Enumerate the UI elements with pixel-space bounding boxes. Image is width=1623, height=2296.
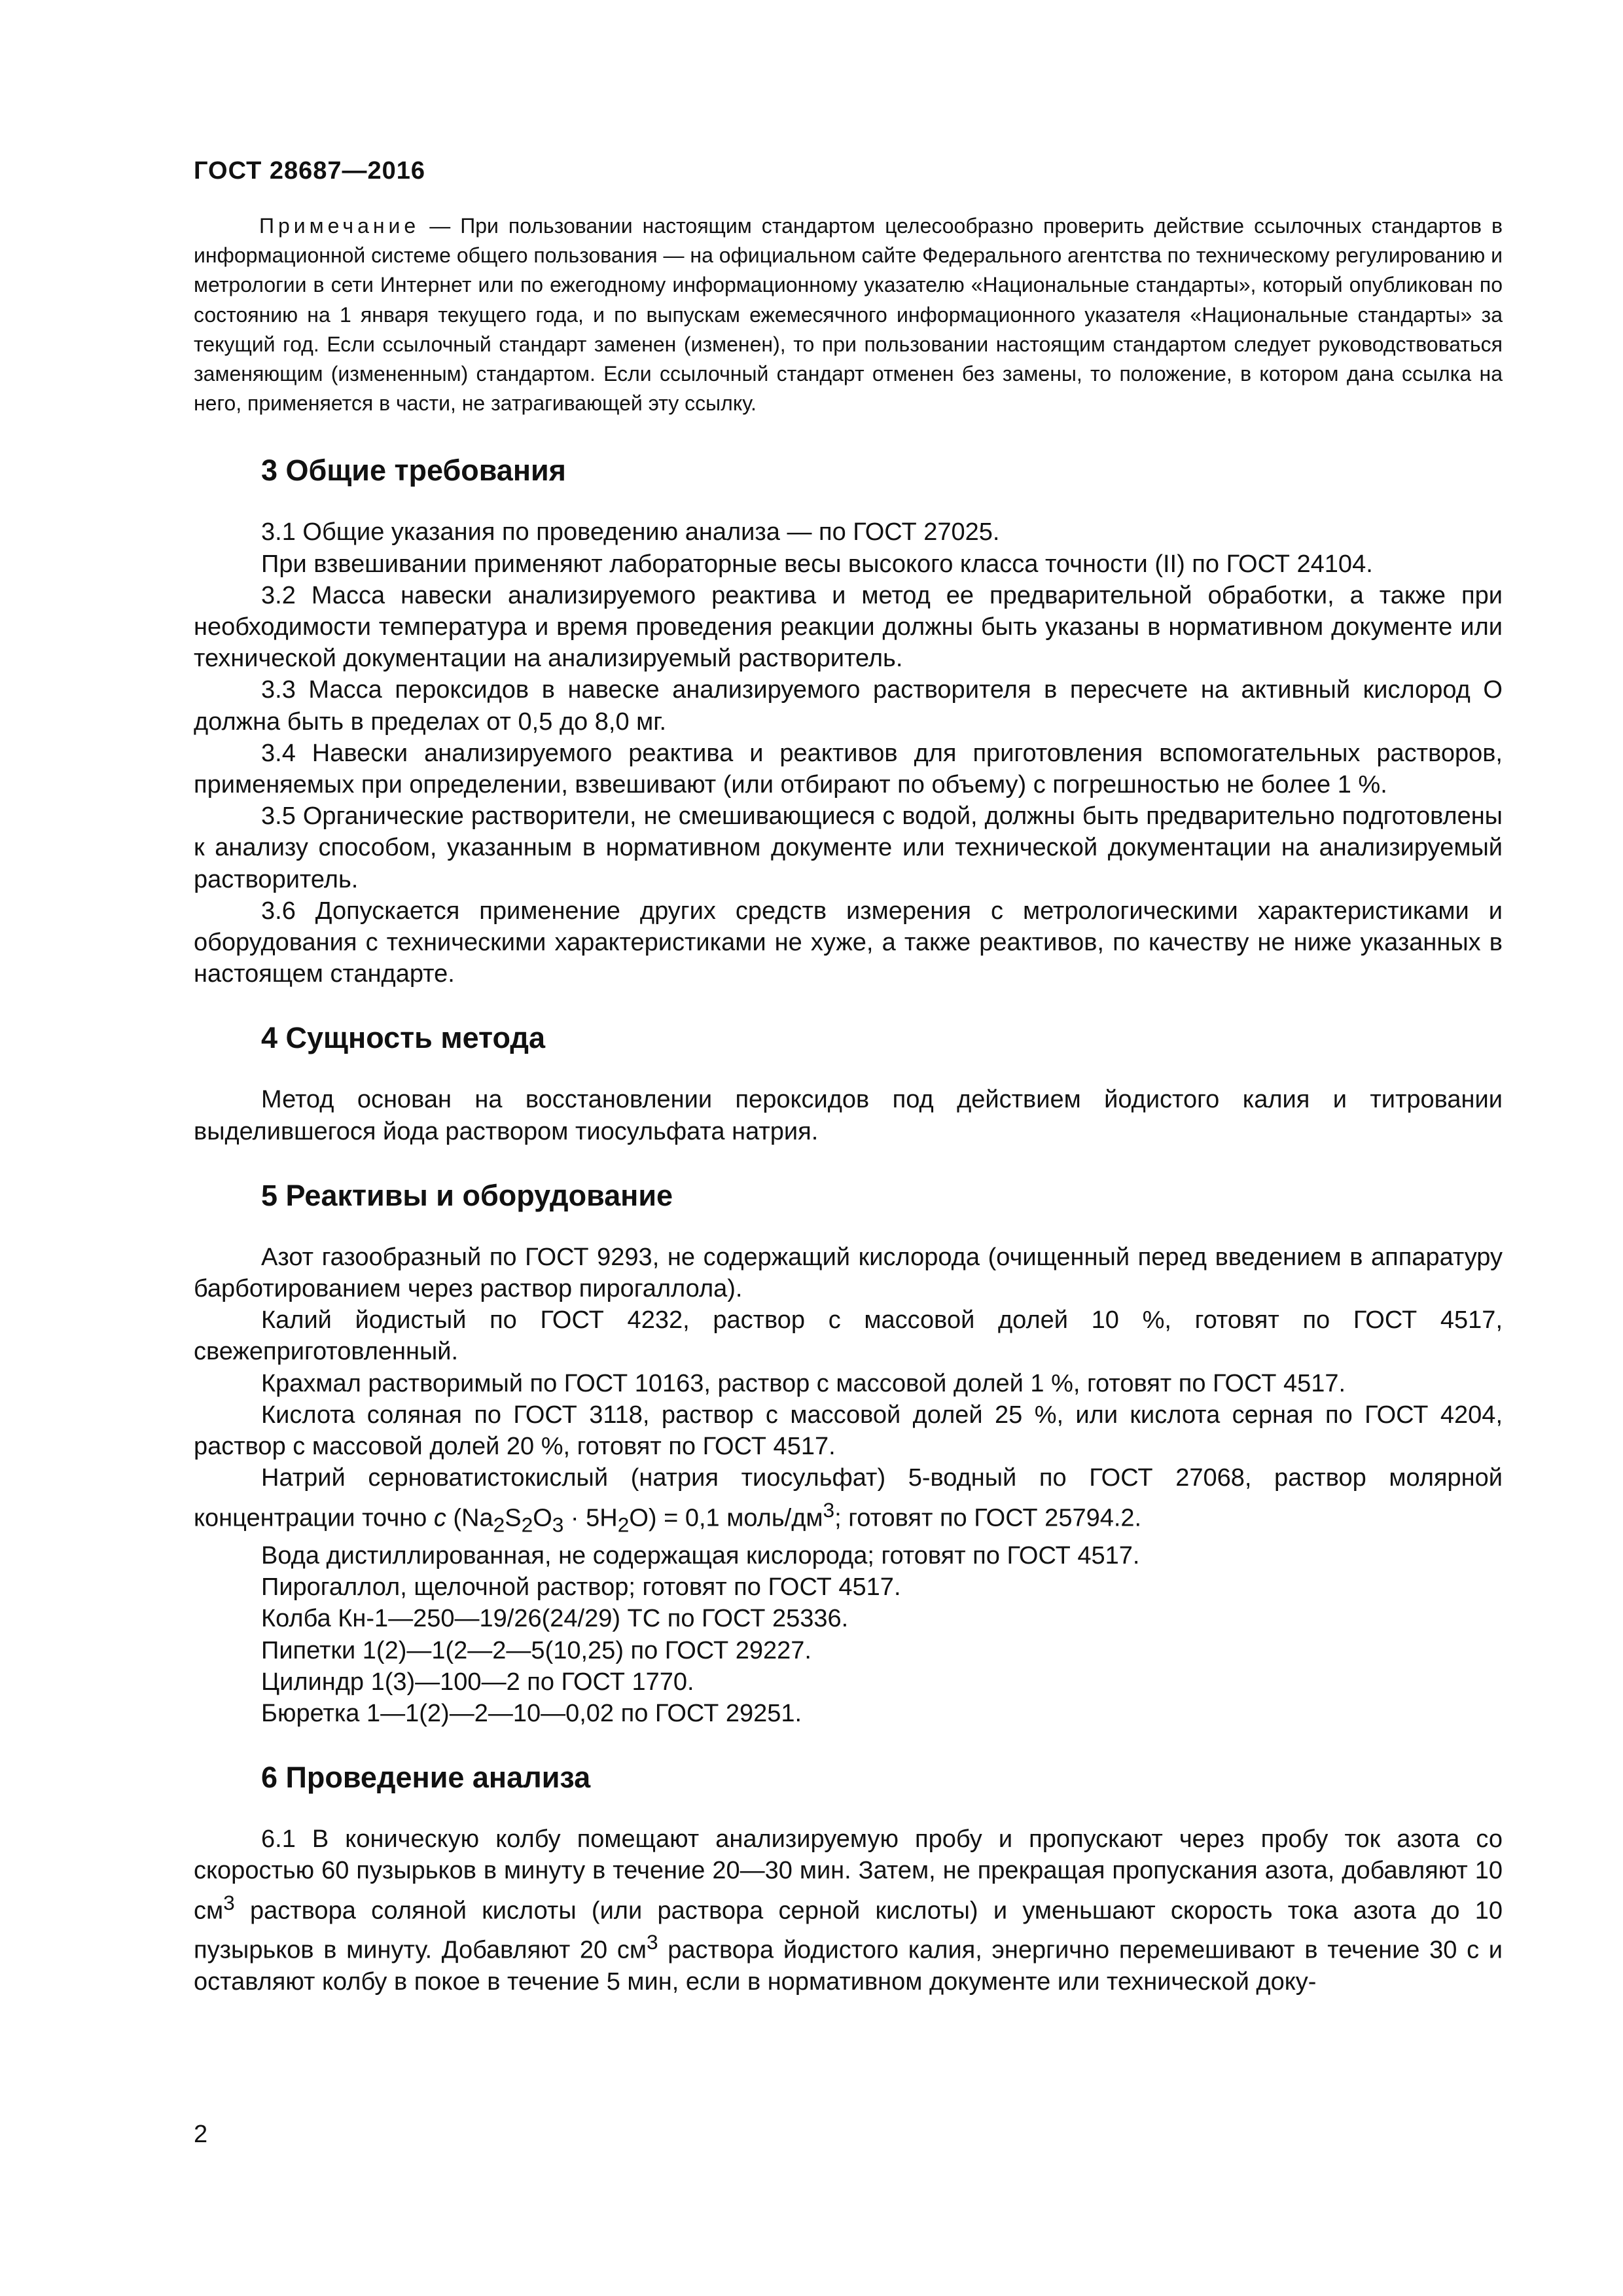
- section-4-title: 4 Сущность метода: [261, 1021, 545, 1055]
- clause-3-1: 3.1 Общие указания по проведению анализа — по ГОСТ 27025.: [261, 518, 1000, 547]
- clause-3-1-scales: При взвешивании применяют лабораторные весы высокого класса точности (II) по ГОСТ 24104.: [261, 550, 1373, 578]
- reagent-starch: Крахмал растворимый по ГОСТ 10163, раствор с массовой долей 1 %, готовят по ГОСТ 4517.: [261, 1369, 1346, 1397]
- clause-3-4: 3.4 Навески анализируемого реактива и реактивов для приготовления вспомогательных растворов, применяемых при определении, взвешивают (или отбирают по объему) с погрешностью не более 1 %.: [194, 739, 1503, 799]
- reagent-distilled-water: Вода дистиллированная, не содержащая кислорода; готовят по ГОСТ 4517.: [261, 1541, 1140, 1570]
- document-code-header: ГОСТ 28687—2016: [194, 157, 426, 185]
- clause-6-1: 6.1 В коническую колбу помещают анализируемую пробу и пропускают через пробу ток азота со скоростью 60 пузырьков в минуту в течение 20—30 мин. Затем, не прекращая пропускания азота, добавляют 10 $см^3$ раствора соляной кислоты (или раствора серной кислоты) и уменьшают скорость тока азота до 10 пузырьков в минуту. Добавляют 20 $см^3$ раствора йодистого калия, энергично перемешивают в течение 30 с и оставляют колбу в покое в течение 5 мин, если в нормативном документе или технической доку-: [194, 1825, 1503, 1996]
- method-principle-paragraph: Метод основан на восстановлении пероксидов под действием йодистого калия и титровании выделившегося йода раствором тиосульфата натрия.: [194, 1086, 1503, 1145]
- equipment-cylinder: Цилиндр 1(3)—100—2 по ГОСТ 1770.: [261, 1668, 694, 1696]
- reference-note: [194, 211, 1503, 418]
- equipment-burette: Бюретка 1—1(2)—2—10—0,02 по ГОСТ 29251.: [261, 1699, 802, 1727]
- section-3-title: 3 Общие требования: [261, 454, 566, 488]
- document-page: [194, 157, 1503, 1998]
- clause-3-2: 3.2 Масса навески анализируемого реактива и метод ее предварительной обработки, а также при необходимости температура и время проведения реакции должны быть указаны в нормативном документе или технической документации на анализируемый растворитель.: [194, 581, 1503, 673]
- section-5-title: 5 Реактивы и оборудование: [261, 1178, 673, 1212]
- reagent-potassium-iodide: Калий йодистый по ГОСТ 4232, раствор с массовой долей 10 %, готовят по ГОСТ 4517, свежеприготовленный.: [194, 1306, 1503, 1366]
- clause-3-6: 3.6 Допускается применение других средств измерения с метрологическими характеристиками и оборудования с техническими характеристиками не хуже, а также реактивов, по качеству не ниже указанных в настоящем стандарте.: [194, 897, 1503, 988]
- equipment-pipettes: Пипетки 1(2)—1(2—2—5(10,25) по ГОСТ 29227.: [261, 1636, 812, 1664]
- note-label: Примечание: [259, 214, 420, 238]
- equipment-flask: Колба Кн-1—250—19/26(24/29) ТС по ГОСТ 25336.: [261, 1605, 849, 1633]
- reagent-sodium-thiosulfate: Натрий серноватистокислый (натрия тиосульфат) 5-водный по ГОСТ 27068, раствор молярной концентрации точно c $(Na_2S_2O_3 \cdot 5H_2O) = 0,1$ моль/$дм^3$; готовят по ГОСТ 25794.2.: [194, 1464, 1503, 1536]
- clause-3-5: 3.5 Органические растворители, не смешивающиеся с водой, должны быть предварительно подготовлены к анализу способом, указанным в нормативном документе или технической документации на анализируемый растворитель.: [194, 802, 1503, 893]
- clause-3-3: 3.3 Масса пероксидов в навеске анализируемого растворителя в пересчете на активный кислород О должна быть в пределах от 0,5 до 8,0 мг.: [194, 676, 1503, 736]
- note-text: — При пользовании настоящим стандартом целесообразно проверить действие ссылочных стандартов в информационной системе общего пользования — на официальном сайте Федерального агентства по техническому регулированию и метрологии в сети Интернет или по ежегодному информационному указателю «Национальные стандарты», который опубликован по состоянию на 1 января текущего года, и по выпускам ежемесячного информационного указателя «Национальные стандарты» за текущий год. Если ссылочный стандарт заменен (изменен), то при пользовании настоящим стандартом следует руководствоваться заменяющим (измененным) стандартом. Если ссылочный стандарт отменен без замены, то положение, в котором дана ссылка на него, применяется в части, не затрагивающей эту ссылку.: [194, 214, 1503, 416]
- reagent-acid: Кислота соляная по ГОСТ 3118, раствор с массовой долей 25 %, или кислота серная по ГОСТ 4204, раствор с массовой долей 20 %, готовят по ГОСТ 4517.: [194, 1401, 1503, 1461]
- reagent-pyrogallol: Пирогаллол, щелочной раствор; готовят по ГОСТ 4517.: [261, 1573, 901, 1602]
- reagent-nitrogen: Азот газообразный по ГОСТ 9293, не содержащий кислорода (очищенный перед введением в аппаратуру барботированием через раствор пирогаллола).: [194, 1243, 1503, 1303]
- page-number: 2: [194, 2121, 208, 2148]
- section-6-title: 6 Проведение анализа: [261, 1761, 591, 1795]
